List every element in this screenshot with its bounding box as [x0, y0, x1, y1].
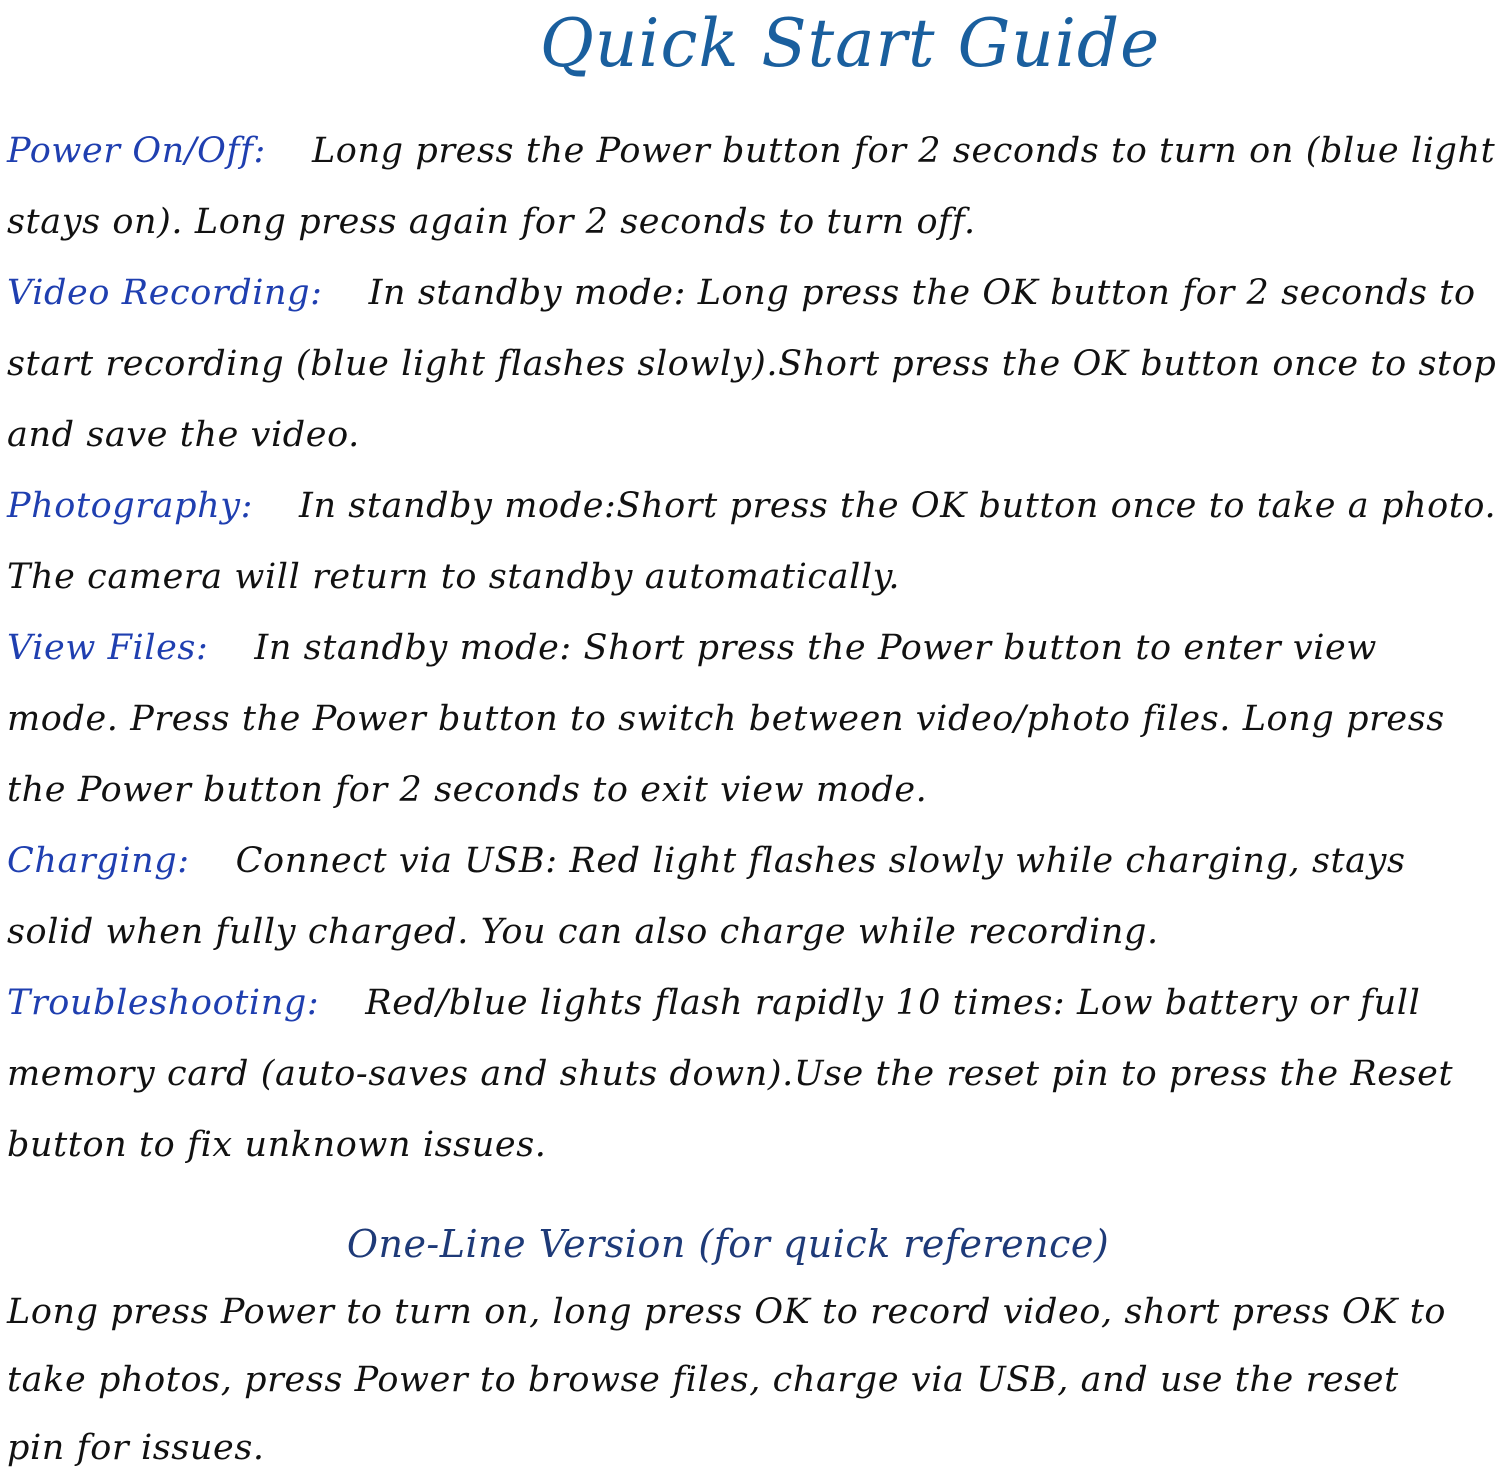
section-text: Red/blue lights flash rapidly 10 times: Low battery or full memory card (auto-saves and shuts down).Use the reset pin to press the Reset button to fix unknown issues. [7, 983, 1454, 1165]
section-text: In standby mode:Short press the OK button once to take a photo. The camera will return to standby automatically. [7, 486, 1497, 597]
page-title: Quick Start Guide [539, 5, 1161, 82]
section-label: Power On/Off: [7, 131, 266, 171]
section-text: Long press the Power button for 2 seconds to turn on (blue light stays on). Long press again for 2 seconds to turn off. [7, 131, 1496, 242]
section-view-files [7, 613, 1497, 826]
section-label: Video Recording: [7, 273, 323, 313]
one-line-text: Long press Power to turn on, long press OK to record video, short press OK to take photos, press Power to browse files, charge via USB, and use the reset pin for issues. [7, 1292, 1447, 1468]
section-power [7, 116, 1497, 258]
section-text: In standby mode: Long press the OK button for 2 seconds to start recording (blue light flashes slowly).Short press the OK button once to stop and save the video. [7, 273, 1497, 455]
section-text: Connect via USB: Red light flashes slowly while charging, stays solid when fully charged. You can also charge while recording. [7, 841, 1406, 952]
section-label: Photography: [7, 486, 254, 526]
section-text: In standby mode: Short press the Power button to enter view mode. Press the Power button to switch between video/photo files. Long press the Power button for 2 seconds to exit view mode. [7, 628, 1445, 810]
instructions-list [7, 116, 1497, 1181]
section-label: Troubleshooting: [7, 983, 320, 1023]
one-line-heading: One-Line Version (for quick reference) [346, 1222, 1110, 1266]
section-charging [7, 826, 1497, 968]
section-label: View Files: [7, 628, 209, 668]
section-troubleshooting [7, 968, 1497, 1181]
section-video-recording [7, 258, 1497, 471]
section-photography [7, 471, 1497, 613]
section-label: Charging: [7, 841, 190, 881]
